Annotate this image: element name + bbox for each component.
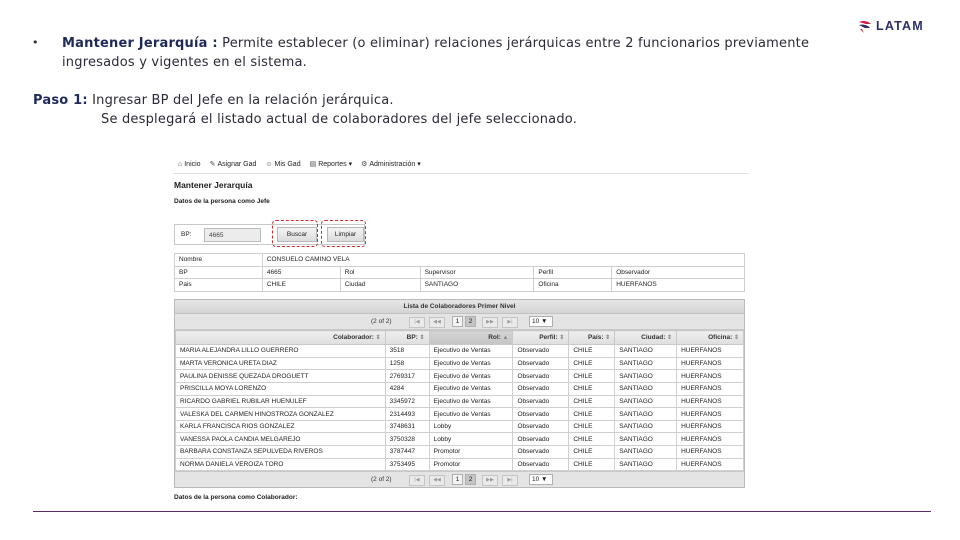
table-cell: NORMA DANIELA VEROIZA TORO [176, 458, 386, 471]
first-page-button[interactable]: |◀ [409, 317, 425, 328]
column-header[interactable] [385, 331, 429, 345]
bp-label: BP: [181, 231, 192, 238]
table-cell: SANTIAGO [615, 395, 677, 408]
table-cell: Observado [513, 408, 569, 421]
colaboradores-table [175, 330, 744, 471]
table-cell: PAULINA DENISSE QUEZADA DROGUETT [176, 370, 386, 383]
pager-top [175, 314, 744, 330]
table-cell: SANTIAGO [615, 357, 677, 370]
info-row [175, 266, 745, 279]
bullet-marker: • [32, 36, 39, 49]
table-cell: Ejecutivo de Ventas [429, 382, 513, 395]
buscar-button[interactable]: Buscar [277, 227, 317, 242]
info-cell: Ciudad [340, 279, 420, 292]
menu-item-label: Mis Gad [274, 160, 301, 168]
prev-page-button[interactable]: ◀◀ [429, 317, 445, 328]
first-page-button[interactable]: |◀ [409, 475, 425, 486]
section-jefe-label: Datos de la persona como Jefe [174, 198, 270, 205]
info-cell: Rol [340, 266, 420, 279]
table-cell: SANTIAGO [615, 420, 677, 433]
table-cell: CHILE [569, 382, 615, 395]
table-cell: Ejecutivo de Ventas [429, 370, 513, 383]
column-header[interactable] [513, 331, 569, 345]
column-header[interactable] [569, 331, 615, 345]
table-cell: Observado [513, 458, 569, 471]
step-1-detail: Se desplegará el listado actual de colaboradores del jefe seleccionado. [101, 112, 578, 127]
buscar-highlight [272, 220, 318, 247]
table-cell: CHILE [569, 408, 615, 421]
table-cell: HUERFANOS [677, 395, 744, 408]
table-cell: Ejecutivo de Ventas [429, 357, 513, 370]
pager-bottom [175, 471, 744, 487]
menu-item-mis-gad[interactable] [265, 160, 300, 168]
table-row[interactable] [176, 446, 744, 459]
table-cell: Observado [513, 446, 569, 459]
step-1-line [33, 91, 394, 110]
table-cell: 3748631 [385, 420, 429, 433]
column-header-label: Oficina: [708, 334, 733, 341]
table-cell: Observado [513, 345, 569, 358]
info-cell: HUERFANOS [612, 279, 745, 292]
main-menu [178, 160, 421, 168]
table-cell: 2769317 [385, 370, 429, 383]
home-icon: ⌂ [178, 160, 183, 168]
table-cell: SANTIAGO [615, 382, 677, 395]
menu-item-inicio[interactable] [178, 160, 201, 168]
menu-item-reportes[interactable] [310, 160, 353, 168]
sort-icon: ⇕ [417, 335, 425, 341]
column-header[interactable] [176, 331, 386, 345]
table-cell: Lobby [429, 420, 513, 433]
section-colaborador-label: Datos de la persona como Colaborador: [174, 494, 298, 501]
table-row[interactable] [176, 357, 744, 370]
table-cell: SANTIAGO [615, 370, 677, 383]
info-cell: Nombre [175, 254, 263, 267]
table-cell: 3750328 [385, 433, 429, 446]
table-cell: KARLA FRANCISCA RIOS GONZALEZ [176, 420, 386, 433]
limpiar-highlight [321, 220, 366, 247]
table-row[interactable] [176, 420, 744, 433]
table-cell: SANTIAGO [615, 446, 677, 459]
table-header-row [176, 331, 744, 345]
table-row[interactable] [176, 408, 744, 421]
table-cell: CHILE [569, 357, 615, 370]
info-cell: Observador [612, 266, 745, 279]
table-cell: 4284 [385, 382, 429, 395]
table-cell: Observado [513, 420, 569, 433]
table-cell: Lobby [429, 433, 513, 446]
wrench-icon: ✎ [209, 161, 216, 168]
table-row[interactable] [176, 370, 744, 383]
column-header[interactable] [615, 331, 677, 345]
logo-text: LATAM [876, 19, 924, 33]
table-cell: BARBARA CONSTANZA SEPULVEDA RIVEROS [176, 446, 386, 459]
latam-mark-icon [858, 18, 872, 34]
footer-divider [33, 511, 931, 512]
last-page-button[interactable]: ▶| [502, 475, 518, 486]
info-cell: Pais [175, 279, 263, 292]
table-cell: Promotor [429, 458, 513, 471]
table-cell: MARTA VERONICA URETA DIAZ [176, 357, 386, 370]
table-cell: 3345972 [385, 395, 429, 408]
table-cell: HUERFANOS [677, 420, 744, 433]
step-1-term: Paso 1: [33, 93, 88, 108]
next-page-button[interactable]: ▶▶ [482, 475, 498, 486]
table-row[interactable] [176, 458, 744, 471]
sort-icon: ⇕ [732, 335, 739, 341]
report-icon: ▤ [309, 161, 317, 168]
table-cell: 3753495 [385, 458, 429, 471]
table-cell: Observado [513, 395, 569, 408]
table-cell: 1258 [385, 357, 429, 370]
intro-term: Mantener Jerarquía : [62, 36, 218, 51]
table-cell: Ejecutivo de Ventas [429, 408, 513, 421]
page-1-button[interactable]: 1 [452, 316, 463, 327]
table-cell: Observado [513, 370, 569, 383]
menu-divider [173, 173, 748, 174]
table-cell: CHILE [569, 458, 615, 471]
next-page-button[interactable]: ▶▶ [482, 317, 498, 328]
table-row[interactable] [176, 433, 744, 446]
list-title: Lista de Colaboradores Primer Nivel [175, 300, 744, 314]
column-header[interactable] [429, 331, 513, 345]
app-screenshot [168, 152, 753, 504]
page-1-button[interactable]: 1 [452, 474, 463, 485]
table-cell: Observado [513, 433, 569, 446]
info-cell: Oficina [534, 279, 612, 292]
table-cell: 3787447 [385, 446, 429, 459]
step-1-text: Ingresar BP del Jefe en la relación jerárquica. [87, 93, 394, 108]
sort-icon: ⇕ [557, 335, 565, 341]
intro-text: Permite establecer (o eliminar) relaciones jerárquicas entre 2 funcionarios previamente ingresados y vigentes en el sistema. [62, 36, 810, 70]
column-header-label: País: [587, 334, 604, 341]
info-cell: 4665 [262, 266, 340, 279]
table-cell: Ejecutivo de Ventas [429, 345, 513, 358]
page-2-button[interactable]: 2 [465, 316, 476, 327]
table-cell: VANESSA PAOLA CANDIA MELGAREJO [176, 433, 386, 446]
table-cell: SANTIAGO [615, 458, 677, 471]
last-page-button[interactable]: ▶| [502, 317, 518, 328]
info-cell: CHILE [262, 279, 340, 292]
table-cell: Observado [513, 357, 569, 370]
column-header-label: Perfil: [539, 334, 558, 341]
table-row[interactable] [176, 345, 744, 358]
info-cell: Perfil [534, 266, 612, 279]
info-cell: CONSUELO CAMINO VELA [262, 254, 744, 267]
column-header-label: Ciudad: [641, 334, 666, 341]
menu-item-label: Asignar Gad [217, 160, 257, 168]
rows-per-page-select[interactable]: 10 ▼ [529, 316, 553, 327]
table-row[interactable] [176, 382, 744, 395]
jefe-info-table [174, 253, 745, 292]
table-cell: 3518 [385, 345, 429, 358]
table-cell: HUERFANOS [677, 382, 744, 395]
table-cell: MARIA ALEJANDRA LILLO GUERRERO [176, 345, 386, 358]
info-cell: SANTIAGO [420, 279, 534, 292]
table-row[interactable] [176, 395, 744, 408]
page-title: Mantener Jerarquía [174, 180, 253, 190]
page-2-button[interactable]: 2 [465, 474, 476, 485]
column-header[interactable] [677, 331, 744, 345]
column-header-label: Rol: [488, 334, 501, 341]
user-icon: ☺ [265, 160, 273, 168]
bp-input[interactable] [204, 228, 261, 242]
table-cell: Promotor [429, 446, 513, 459]
latam-logo [858, 18, 924, 34]
table-cell: SANTIAGO [615, 408, 677, 421]
table-cell: CHILE [569, 370, 615, 383]
table-cell: HUERFANOS [677, 357, 744, 370]
info-row [175, 279, 745, 292]
sort-icon: ⇕ [373, 335, 381, 341]
table-cell: HUERFANOS [677, 446, 744, 459]
table-cell: Observado [513, 382, 569, 395]
table-cell: SANTIAGO [615, 433, 677, 446]
info-cell: Supervisor [420, 266, 534, 279]
table-cell: CHILE [569, 395, 615, 408]
page-count: (2 of 2) [371, 318, 392, 325]
column-header-label: Colaborador: [333, 334, 374, 341]
menu-item-label: Reportes ▾ [318, 161, 353, 168]
table-cell: HUERFANOS [677, 433, 744, 446]
limpiar-button[interactable]: Limpiar [327, 227, 364, 242]
sort-icon: ⇕ [665, 335, 673, 341]
menu-item-label: Inicio [184, 160, 201, 168]
table-cell: CHILE [569, 433, 615, 446]
table-cell: 2314493 [385, 408, 429, 421]
info-cell: BP [175, 266, 263, 279]
sort-icon: ⇕ [603, 335, 611, 341]
sort-ascending-icon: ▲ [500, 335, 509, 341]
table-cell: CHILE [569, 345, 615, 358]
info-row [175, 254, 745, 267]
table-cell: SANTIAGO [615, 345, 677, 358]
colaboradores-list [174, 299, 745, 488]
table-cell: HUERFANOS [677, 408, 744, 421]
column-header-label: BP: [406, 334, 418, 341]
table-cell: HUERFANOS [677, 458, 744, 471]
table-cell: HUERFANOS [677, 345, 744, 358]
table-cell: CHILE [569, 446, 615, 459]
gear-icon: ⚙ [361, 161, 368, 168]
table-cell: CHILE [569, 420, 615, 433]
menu-item-label: Administración ▾ [369, 161, 421, 168]
table-cell: PRISCILLA MOYA LORENZO [176, 382, 386, 395]
menu-item-asignar-gad[interactable] [210, 160, 257, 168]
rows-per-page-select[interactable]: 10 ▼ [529, 474, 553, 485]
table-cell: RICARDO GABRIEL RUBILAR HUENULEF [176, 395, 386, 408]
page-count: (2 of 2) [371, 476, 392, 484]
intro-paragraph [62, 34, 882, 72]
prev-page-button[interactable]: ◀◀ [429, 475, 445, 486]
table-cell: VALESKA DEL CARMEN HINOSTROZA GONZALEZ [176, 408, 386, 421]
table-cell: Ejecutivo de Ventas [429, 395, 513, 408]
table-cell: HUERFANOS [677, 370, 744, 383]
menu-item-administración[interactable] [361, 160, 421, 168]
